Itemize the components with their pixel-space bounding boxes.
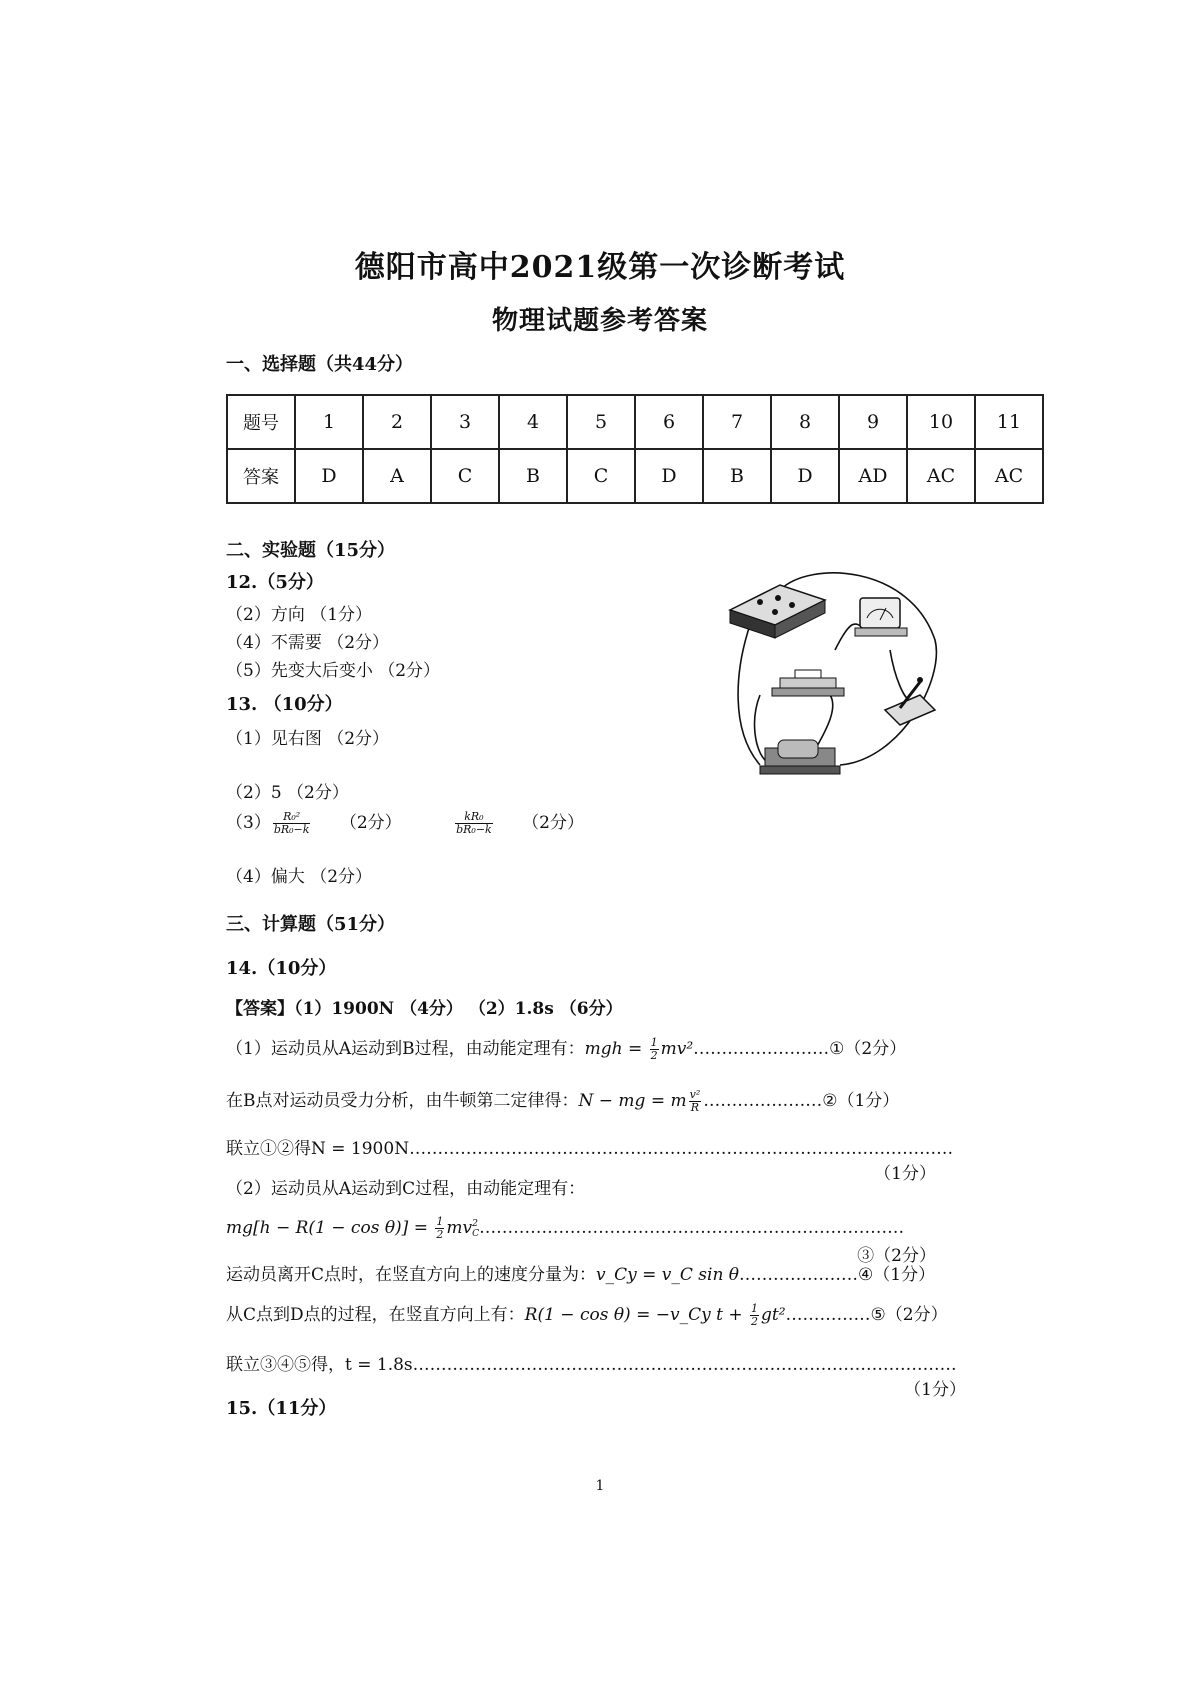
circuit-diagram [720, 570, 950, 810]
fraction [435, 1216, 444, 1241]
q14-step-4: （2）运动员从A运动到C过程，由动能定理有： [226, 1179, 586, 1199]
wire [755, 695, 765, 760]
answer-cell: A [363, 449, 431, 503]
q14-step-5 [226, 1216, 936, 1266]
question-number: 8 [771, 395, 839, 449]
dot-leader: ………………………………………………………………… [479, 1218, 905, 1238]
q14-answer: 【答案】（1）1900N （4分） （2）1.8s （6分） [226, 999, 623, 1019]
q12-line: （4）不需要 （2分） [226, 633, 390, 653]
step-score: （1分） [904, 1380, 966, 1400]
answer-cell: AC [975, 449, 1043, 503]
q14-step-2 [226, 1086, 899, 1114]
fraction-numerator: R₀² [273, 811, 311, 824]
question-number: 9 [839, 395, 907, 449]
math-expression: mv [446, 1218, 473, 1238]
q14-step-8 [226, 1350, 966, 1400]
switch [885, 677, 935, 725]
q14-label: 14.（10分） [226, 958, 337, 979]
page-number: 1 [595, 1478, 605, 1494]
q13-line3-score: （2分） [339, 813, 402, 833]
fraction [650, 1037, 659, 1062]
table-row-answers [227, 449, 1043, 503]
step-text: 从C点到D点的过程，在竖直方向上有： [226, 1305, 525, 1325]
math-expression: R(1 − cos θ) = −v_Cy t + [524, 1305, 748, 1325]
fraction-numerator: v² [689, 1088, 701, 1101]
step-score: ②（1分） [822, 1091, 900, 1111]
q12-label: 12.（5分） [226, 572, 324, 593]
superscript: 2 [472, 1217, 478, 1229]
math-expression: mgh = [584, 1039, 648, 1059]
fraction-denominator: 2 [751, 1315, 758, 1328]
answer-cell: B [703, 449, 771, 503]
q13-line3-prefix: （3） [226, 813, 271, 833]
answer-cell: AC [907, 449, 975, 503]
fraction-numerator: 1 [436, 1215, 444, 1228]
question-number: 11 [975, 395, 1043, 449]
dot-leader: …………… [785, 1305, 871, 1325]
resistance-box [730, 585, 825, 638]
answer-cell: AD [839, 449, 907, 503]
question-number: 2 [363, 395, 431, 449]
q13-line-1: （1）见右图 （2分） [226, 729, 390, 749]
row-label-question: 题号 [227, 395, 295, 449]
fraction-numerator: 1 [751, 1302, 758, 1315]
q15-label: 15.（11分） [226, 1398, 337, 1419]
q13-line-4: （4）偏大 （2分） [226, 867, 373, 887]
step-text: 联立③④⑤得，t = 1.8s [226, 1355, 413, 1375]
fraction [455, 811, 493, 836]
q13-line3-score: （2分） [522, 813, 584, 833]
section-2-heading: 二、实验题（15分） [226, 540, 396, 561]
fraction-numerator: 1 [650, 1036, 658, 1049]
dot-leader: …………………… [693, 1039, 830, 1059]
step-score: ③（2分） [857, 1246, 936, 1266]
document-title: 德阳市高中2021级第一次诊断考试 [354, 250, 846, 285]
q14-step-7 [226, 1300, 948, 1328]
fraction-denominator: R [690, 1101, 700, 1114]
fraction [273, 811, 311, 836]
answer-cell: C [431, 449, 499, 503]
dot-leader: ………………… [703, 1091, 823, 1111]
resistor [772, 670, 844, 696]
fraction-denominator: bR₀−k [456, 823, 492, 836]
fraction-numerator: kR₀ [455, 811, 493, 824]
fraction-denominator: 2 [436, 1228, 444, 1241]
dot-leader: …………………………………………………………………………………… [412, 1355, 957, 1375]
answer-cell: D [771, 449, 839, 503]
dot-leader: …………………………………………………………………………………… [409, 1139, 954, 1159]
step-text: （1）运动员从A运动到B过程，由动能定理有： [226, 1039, 585, 1059]
q12-line: （2）方向 （1分） [226, 605, 373, 625]
fraction [750, 1303, 759, 1328]
question-number: 1 [295, 395, 363, 449]
q13-line-2: （2）5 （2分） [226, 783, 349, 803]
dot-leader: ………………… [739, 1265, 859, 1285]
question-number: 4 [499, 395, 567, 449]
answer-cell: B [499, 449, 567, 503]
section-3-heading: 三、计算题（51分） [226, 914, 396, 935]
math-expression: N − mg = m [578, 1091, 687, 1111]
math-expression: mv² [660, 1039, 694, 1059]
subscript: C [472, 1227, 480, 1239]
table-row-questions [227, 395, 1043, 449]
q12-line: （5）先变大后变小 （2分） [226, 661, 441, 681]
meter [855, 598, 907, 636]
answer-table [226, 394, 1044, 504]
q13-line-3 [226, 808, 584, 836]
battery [760, 740, 840, 774]
document-subtitle: 物理试题参考答案 [491, 306, 708, 336]
answer-cell: C [567, 449, 635, 503]
math-expression: mg[h − R(1 − cos θ)] = [226, 1218, 434, 1238]
answer-cell: D [635, 449, 703, 503]
row-label-answer: 答案 [227, 449, 295, 503]
fraction-denominator: 2 [650, 1049, 658, 1062]
question-number: 5 [567, 395, 635, 449]
step-text: 运动员离开C点时，在竖直方向上的速度分量为： [226, 1265, 597, 1285]
question-number: 3 [431, 395, 499, 449]
question-number: 7 [703, 395, 771, 449]
step-score: ④（1分） [858, 1265, 936, 1285]
step-score: ⑤（2分） [870, 1305, 948, 1325]
q14-step-1 [226, 1034, 906, 1062]
fraction [689, 1089, 702, 1114]
wire [815, 695, 833, 750]
step-score: ①（2分） [829, 1039, 907, 1059]
question-number: 6 [635, 395, 703, 449]
wire [890, 650, 910, 700]
q13-label: 13. （10分） [226, 694, 343, 715]
question-number: 10 [907, 395, 975, 449]
step-text: 在B点对运动员受力分析，由牛顿第二定律得： [226, 1091, 579, 1111]
math-expression: gt² [761, 1305, 786, 1325]
fraction-denominator: bR₀−k [273, 823, 310, 836]
math-expression: v_Cy = v_C sin θ [596, 1265, 740, 1285]
q14-step-6 [226, 1260, 935, 1285]
step-score: （1分） [874, 1164, 936, 1184]
section-1-heading: 一、选择题（共44分） [226, 354, 414, 375]
answer-cell: D [295, 449, 363, 503]
step-text: 联立①②得N = 1900N [226, 1139, 410, 1159]
